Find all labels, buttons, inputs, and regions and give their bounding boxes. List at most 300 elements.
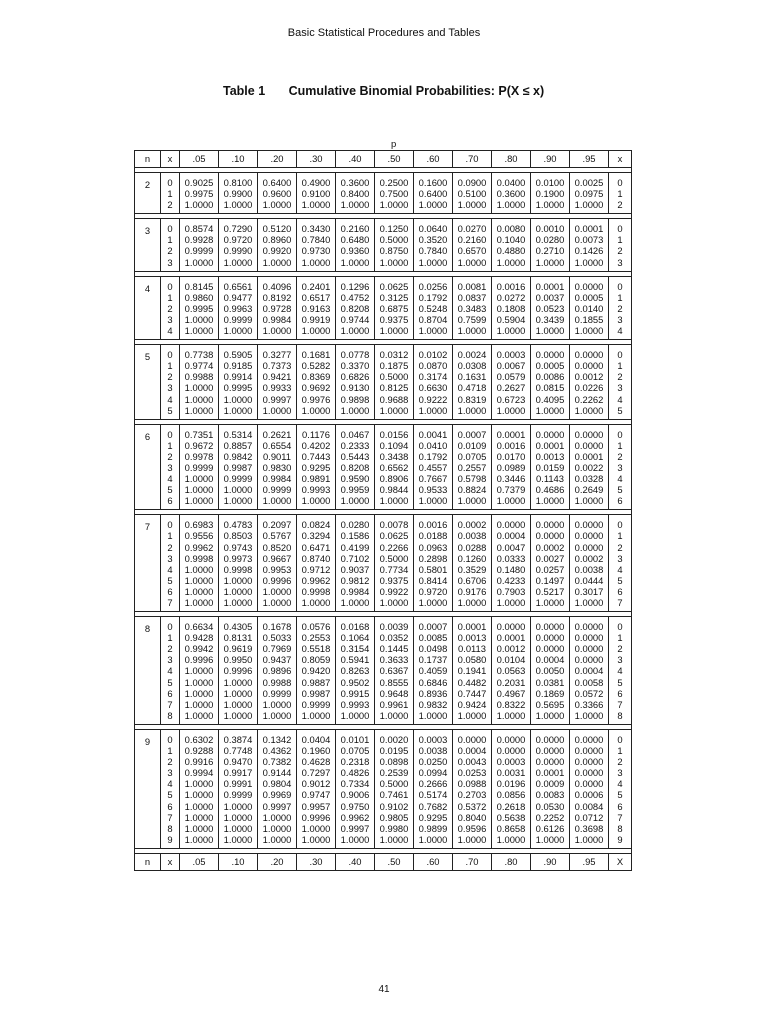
probability-value: 0.2333 bbox=[340, 439, 370, 451]
probability-value: 0.9896 bbox=[262, 665, 292, 677]
probability-value: 0.6562 bbox=[379, 461, 409, 473]
probability-value: 1.0000 bbox=[340, 199, 370, 211]
probability-cell bbox=[570, 219, 609, 271]
probability-cell bbox=[297, 173, 336, 214]
probability-value: 1.0000 bbox=[457, 404, 487, 416]
column-header: n bbox=[135, 853, 161, 870]
column-header: .80 bbox=[492, 853, 531, 870]
probability-cell bbox=[375, 617, 414, 725]
probability-value: 0.9950 bbox=[223, 654, 253, 666]
probability-value: 1.0000 bbox=[184, 473, 214, 485]
probability-value: 0.5904 bbox=[496, 313, 526, 325]
probability-value: 0.3529 bbox=[457, 563, 487, 575]
probability-value: 0.9012 bbox=[301, 778, 331, 790]
probability-value: 0.5372 bbox=[457, 800, 487, 812]
probability-cell bbox=[570, 345, 609, 420]
probability-value: 0.8322 bbox=[496, 698, 526, 710]
probability-value: 0.0000 bbox=[574, 519, 604, 531]
x-value: 6 bbox=[617, 800, 623, 812]
x-value: 0 bbox=[617, 428, 623, 440]
probability-value: 0.0467 bbox=[340, 428, 370, 440]
probability-value: 0.0080 bbox=[496, 223, 526, 235]
probability-value: 1.0000 bbox=[418, 199, 448, 211]
column-header: .05 bbox=[180, 151, 219, 168]
probability-value: 0.4095 bbox=[535, 393, 565, 405]
probability-value: 0.0000 bbox=[574, 756, 604, 768]
probability-value: 0.5100 bbox=[457, 188, 487, 200]
probability-value: 0.9424 bbox=[457, 698, 487, 710]
probability-value: 0.7667 bbox=[418, 473, 448, 485]
x-values-right-cell bbox=[609, 515, 632, 612]
column-header: x bbox=[161, 853, 180, 870]
probability-value: 0.9997 bbox=[340, 822, 370, 834]
probability-value: 1.0000 bbox=[496, 404, 526, 416]
probability-value: 0.2097 bbox=[262, 519, 292, 531]
probability-cell bbox=[336, 345, 375, 420]
x-value: 4 bbox=[167, 563, 173, 575]
column-header: .95 bbox=[570, 853, 609, 870]
column-header: .60 bbox=[414, 853, 453, 870]
probability-cell bbox=[258, 173, 297, 214]
binomial-table bbox=[134, 150, 632, 871]
probability-value: 0.0000 bbox=[535, 530, 565, 542]
probability-cell bbox=[375, 276, 414, 339]
probability-value: 0.4202 bbox=[301, 439, 331, 451]
column-header: .10 bbox=[219, 853, 258, 870]
probability-value: 0.2649 bbox=[574, 484, 604, 496]
probability-value: 0.1094 bbox=[379, 439, 409, 451]
probability-value: 1.0000 bbox=[574, 404, 604, 416]
x-value: 5 bbox=[617, 484, 623, 496]
probability-value: 0.9163 bbox=[301, 302, 331, 314]
x-value: 1 bbox=[167, 439, 173, 451]
probability-cell bbox=[492, 617, 531, 725]
probability-value: 0.9962 bbox=[184, 541, 214, 553]
probability-value: 0.3125 bbox=[379, 291, 409, 303]
probability-value: 0.0073 bbox=[574, 234, 604, 246]
probability-value: 0.9961 bbox=[379, 698, 409, 710]
probability-cell bbox=[219, 729, 258, 848]
x-value: 0 bbox=[617, 733, 623, 745]
probability-value: 0.0004 bbox=[574, 665, 604, 677]
probability-cell bbox=[375, 729, 414, 848]
probability-value: 0.1600 bbox=[418, 177, 448, 188]
probability-cell bbox=[180, 173, 219, 214]
probability-cell bbox=[258, 515, 297, 612]
column-header: .70 bbox=[453, 151, 492, 168]
probability-value: 0.6302 bbox=[184, 733, 214, 745]
probability-value: 0.9100 bbox=[301, 188, 331, 200]
probability-cell bbox=[297, 424, 336, 510]
probability-cell bbox=[219, 173, 258, 214]
probability-value: 0.9747 bbox=[301, 789, 331, 801]
x-value: 8 bbox=[617, 822, 623, 834]
probability-value: 0.9842 bbox=[223, 450, 253, 462]
n-value: 7 bbox=[135, 515, 161, 612]
probability-value: 1.0000 bbox=[301, 822, 331, 834]
probability-value: 0.3294 bbox=[301, 530, 331, 542]
probability-value: 0.8145 bbox=[184, 280, 214, 292]
probability-cell bbox=[453, 617, 492, 725]
probability-value: 0.0333 bbox=[496, 552, 526, 564]
probability-value: 0.9728 bbox=[262, 302, 292, 314]
probability-value: 0.0000 bbox=[574, 767, 604, 779]
probability-value: 0.0002 bbox=[535, 541, 565, 553]
probability-value: 0.5801 bbox=[418, 563, 448, 575]
x-value: 0 bbox=[167, 349, 173, 361]
probability-value: 0.0001 bbox=[496, 632, 526, 644]
probability-value: 0.7461 bbox=[379, 789, 409, 801]
probability-value: 0.0705 bbox=[457, 450, 487, 462]
x-value: 5 bbox=[167, 404, 173, 416]
probability-value: 1.0000 bbox=[262, 404, 292, 416]
probability-value: 0.0272 bbox=[496, 291, 526, 303]
probability-value: 1.0000 bbox=[262, 325, 292, 337]
x-value: 0 bbox=[617, 621, 623, 633]
probability-value: 0.1681 bbox=[301, 349, 331, 361]
probability-value: 0.6400 bbox=[418, 188, 448, 200]
column-header: x bbox=[161, 151, 180, 168]
probability-value: 1.0000 bbox=[496, 199, 526, 211]
probability-value: 0.9997 bbox=[262, 393, 292, 405]
probability-value: 1.0000 bbox=[184, 574, 214, 586]
probability-value: 0.0100 bbox=[535, 177, 565, 188]
x-value: 4 bbox=[617, 665, 623, 677]
x-value: 2 bbox=[167, 643, 173, 655]
probability-value: 0.9672 bbox=[184, 439, 214, 451]
probability-value: 0.9990 bbox=[223, 245, 253, 257]
probability-value: 0.0012 bbox=[496, 643, 526, 655]
x-value: 6 bbox=[167, 495, 173, 507]
probability-value: 0.0037 bbox=[535, 291, 565, 303]
probability-value: 0.0078 bbox=[379, 519, 409, 531]
probability-value: 1.0000 bbox=[262, 256, 292, 268]
probability-value: 1.0000 bbox=[223, 687, 253, 699]
probability-value: 0.0625 bbox=[379, 280, 409, 292]
probability-cell bbox=[336, 617, 375, 725]
probability-value: 0.9804 bbox=[262, 778, 292, 790]
probability-cell bbox=[570, 424, 609, 510]
probability-value: 0.0280 bbox=[535, 234, 565, 246]
probability-value: 0.4880 bbox=[496, 245, 526, 257]
probability-cell bbox=[414, 219, 453, 271]
probability-value: 0.9978 bbox=[184, 450, 214, 462]
probability-value: 1.0000 bbox=[418, 256, 448, 268]
probability-value: 0.7102 bbox=[340, 552, 370, 564]
x-value: 4 bbox=[617, 563, 623, 575]
x-value: 8 bbox=[167, 822, 173, 834]
probability-value: 0.6630 bbox=[418, 382, 448, 394]
probability-value: 0.7840 bbox=[301, 234, 331, 246]
probability-cell bbox=[453, 515, 492, 612]
x-value: 9 bbox=[167, 833, 173, 845]
x-value: 7 bbox=[617, 811, 623, 823]
probability-cell bbox=[219, 617, 258, 725]
header-row-top bbox=[135, 151, 632, 168]
probability-value: 0.8960 bbox=[262, 234, 292, 246]
probability-value: 0.9953 bbox=[262, 563, 292, 575]
probability-value: 1.0000 bbox=[223, 585, 253, 597]
column-header: .30 bbox=[297, 151, 336, 168]
column-header: .80 bbox=[492, 151, 531, 168]
column-header: .40 bbox=[336, 853, 375, 870]
probability-value: 0.9185 bbox=[223, 360, 253, 372]
probability-value: 1.0000 bbox=[535, 325, 565, 337]
probability-value: 0.2618 bbox=[496, 800, 526, 812]
probability-value: 0.6517 bbox=[301, 291, 331, 303]
probability-value: 1.0000 bbox=[340, 495, 370, 507]
probability-value: 0.2500 bbox=[379, 177, 409, 188]
x-values-right-cell bbox=[609, 345, 632, 420]
x-value: 0 bbox=[617, 349, 623, 361]
x-value: 6 bbox=[167, 585, 173, 597]
probability-value: 0.0005 bbox=[535, 360, 565, 372]
probability-value: 0.5941 bbox=[340, 654, 370, 666]
probability-value: 0.9648 bbox=[379, 687, 409, 699]
probability-value: 0.4362 bbox=[262, 745, 292, 757]
x-value: 5 bbox=[617, 574, 623, 586]
probability-cell bbox=[219, 276, 258, 339]
probability-value: 0.0016 bbox=[496, 439, 526, 451]
probability-cell bbox=[531, 515, 570, 612]
probability-value: 0.8574 bbox=[184, 223, 214, 235]
probability-value: 0.9295 bbox=[301, 461, 331, 473]
probability-value: 0.0086 bbox=[535, 371, 565, 383]
probability-value: 1.0000 bbox=[262, 495, 292, 507]
probability-value: 1.0000 bbox=[574, 256, 604, 268]
probability-value: 0.1960 bbox=[301, 745, 331, 757]
probability-cell bbox=[453, 276, 492, 339]
probability-cell bbox=[219, 219, 258, 271]
probability-cell bbox=[531, 617, 570, 725]
probability-value: 0.5217 bbox=[535, 585, 565, 597]
probability-value: 1.0000 bbox=[574, 597, 604, 608]
probability-value: 0.3698 bbox=[574, 822, 604, 834]
probability-value: 1.0000 bbox=[223, 597, 253, 608]
probability-value: 0.1445 bbox=[379, 643, 409, 655]
probability-value: 0.2031 bbox=[496, 676, 526, 688]
probability-cell bbox=[297, 345, 336, 420]
n-group-row bbox=[135, 515, 632, 612]
probability-value: 1.0000 bbox=[301, 325, 331, 337]
probability-value: 1.0000 bbox=[184, 256, 214, 268]
x-values-right-cell bbox=[609, 173, 632, 214]
probability-value: 0.9596 bbox=[457, 822, 487, 834]
probability-value: 0.9994 bbox=[184, 767, 214, 779]
probability-value: 0.7290 bbox=[223, 223, 253, 235]
probability-value: 0.7840 bbox=[418, 245, 448, 257]
probability-value: 0.9470 bbox=[223, 756, 253, 768]
probability-value: 1.0000 bbox=[223, 698, 253, 710]
table-caption: Cumulative Binomial Probabilities: P(X ≤ x) bbox=[288, 84, 545, 98]
probability-cell bbox=[414, 729, 453, 848]
probability-value: 1.0000 bbox=[223, 822, 253, 834]
probability-cell bbox=[414, 276, 453, 339]
probability-value: 0.0257 bbox=[535, 563, 565, 575]
probability-value: 0.9011 bbox=[263, 450, 291, 462]
probability-value: 0.7969 bbox=[262, 643, 292, 655]
probability-value: 0.8857 bbox=[223, 439, 253, 451]
probability-value: 0.6554 bbox=[262, 439, 292, 451]
probability-cell bbox=[375, 219, 414, 271]
probability-value: 0.9006 bbox=[340, 789, 370, 801]
probability-value: 0.3633 bbox=[379, 654, 409, 666]
probability-value: 0.3017 bbox=[574, 585, 604, 597]
probability-value: 0.0000 bbox=[574, 428, 604, 440]
probability-value: 0.0975 bbox=[574, 188, 604, 200]
probability-value: 0.9720 bbox=[418, 585, 448, 597]
probability-cell bbox=[492, 515, 531, 612]
probability-value: 0.8750 bbox=[379, 245, 409, 257]
probability-value: 0.5695 bbox=[535, 698, 565, 710]
x-value: 4 bbox=[617, 325, 623, 337]
probability-value: 0.0625 bbox=[379, 530, 409, 542]
probability-value: 0.7297 bbox=[301, 767, 331, 779]
probability-value: 1.0000 bbox=[223, 709, 253, 721]
probability-value: 0.9898 bbox=[340, 393, 370, 405]
probability-value: 0.0038 bbox=[457, 530, 487, 542]
probability-value: 0.9692 bbox=[301, 382, 331, 394]
probability-value: 1.0000 bbox=[496, 495, 526, 507]
probability-value: 0.8192 bbox=[262, 291, 292, 303]
probability-value: 0.0870 bbox=[418, 360, 448, 372]
probability-value: 0.0000 bbox=[496, 733, 526, 745]
probability-value: 0.7682 bbox=[418, 800, 448, 812]
probability-value: 0.9037 bbox=[340, 563, 370, 575]
x-values-cell bbox=[161, 617, 180, 725]
probability-value: 0.4233 bbox=[496, 574, 526, 586]
probability-value: 1.0000 bbox=[223, 495, 253, 507]
x-value: 0 bbox=[617, 280, 623, 292]
probability-value: 0.0000 bbox=[535, 428, 565, 440]
x-value: 3 bbox=[167, 313, 173, 325]
probability-cell bbox=[336, 515, 375, 612]
p-axis-label: p bbox=[391, 139, 397, 150]
probability-value: 0.9360 bbox=[340, 245, 370, 257]
probability-value: 0.4557 bbox=[418, 461, 448, 473]
probability-value: 0.0856 bbox=[496, 789, 526, 801]
probability-value: 0.0280 bbox=[340, 519, 370, 531]
column-header: X bbox=[609, 853, 632, 870]
probability-value: 0.0250 bbox=[418, 756, 448, 768]
probability-value: 0.0898 bbox=[379, 756, 409, 768]
probability-value: 0.0352 bbox=[379, 632, 409, 644]
probability-value: 0.1497 bbox=[535, 574, 565, 586]
probability-value: 0.0010 bbox=[535, 223, 565, 235]
probability-value: 1.0000 bbox=[574, 199, 604, 211]
probability-value: 0.4096 bbox=[262, 280, 292, 292]
probability-cell bbox=[258, 219, 297, 271]
probability-value: 0.0410 bbox=[418, 439, 448, 451]
probability-value: 1.0000 bbox=[223, 833, 253, 845]
probability-value: 0.9900 bbox=[223, 188, 253, 200]
probability-value: 1.0000 bbox=[184, 484, 214, 496]
x-value: 2 bbox=[617, 302, 623, 314]
probability-value: 0.0000 bbox=[535, 745, 565, 757]
probability-value: 0.7379 bbox=[496, 484, 526, 496]
probability-value: 0.7447 bbox=[457, 687, 487, 699]
probability-value: 0.3430 bbox=[301, 223, 331, 235]
x-value: 3 bbox=[167, 256, 173, 268]
probability-value: 0.0000 bbox=[574, 745, 604, 757]
probability-cell bbox=[414, 515, 453, 612]
probability-value: 1.0000 bbox=[301, 597, 331, 608]
x-value: 7 bbox=[167, 698, 173, 710]
x-value: 0 bbox=[617, 177, 623, 188]
probability-value: 0.3483 bbox=[457, 302, 487, 314]
probability-value: 0.0381 bbox=[535, 676, 565, 688]
n-group-row bbox=[135, 276, 632, 339]
n-group-row bbox=[135, 173, 632, 214]
probability-value: 0.9998 bbox=[223, 563, 253, 575]
x-value: 2 bbox=[617, 541, 623, 553]
probability-value: 0.8208 bbox=[340, 461, 370, 473]
probability-value: 0.2252 bbox=[535, 811, 565, 823]
probability-value: 0.8658 bbox=[496, 822, 526, 834]
probability-cell bbox=[492, 424, 531, 510]
probability-value: 0.9667 bbox=[262, 552, 292, 564]
n-group-row bbox=[135, 424, 632, 510]
probability-value: 0.8059 bbox=[301, 654, 331, 666]
probability-value: 0.0003 bbox=[418, 733, 448, 745]
probability-value: 0.2160 bbox=[340, 223, 370, 235]
probability-value: 0.1426 bbox=[574, 245, 604, 257]
x-value: 3 bbox=[617, 552, 623, 564]
x-value: 2 bbox=[617, 245, 623, 257]
probability-value: 0.9984 bbox=[340, 585, 370, 597]
probability-value: 0.9987 bbox=[223, 461, 253, 473]
probability-value: 0.9533 bbox=[418, 484, 448, 496]
x-value: 7 bbox=[167, 597, 173, 608]
x-value: 0 bbox=[167, 428, 173, 440]
probability-value: 0.9295 bbox=[418, 811, 448, 823]
x-values-cell bbox=[161, 345, 180, 420]
probability-value: 0.8100 bbox=[223, 177, 253, 188]
probability-value: 0.9421 bbox=[262, 371, 292, 383]
probability-value: 0.4059 bbox=[418, 665, 448, 677]
x-value: 7 bbox=[167, 811, 173, 823]
probability-value: 0.9995 bbox=[223, 382, 253, 394]
probability-cell bbox=[219, 424, 258, 510]
x-value: 1 bbox=[167, 360, 173, 372]
probability-value: 0.3439 bbox=[535, 313, 565, 325]
probability-value: 1.0000 bbox=[496, 256, 526, 268]
probability-value: 1.0000 bbox=[262, 698, 292, 710]
probability-cell bbox=[492, 345, 531, 420]
probability-value: 0.0815 bbox=[535, 382, 565, 394]
probability-value: 0.6846 bbox=[418, 676, 448, 688]
probability-value: 0.1040 bbox=[496, 234, 526, 246]
probability-value: 1.0000 bbox=[301, 709, 331, 721]
probability-value: 0.3438 bbox=[379, 450, 409, 462]
probability-value: 1.0000 bbox=[418, 404, 448, 416]
probability-value: 0.9915 bbox=[340, 687, 370, 699]
probability-value: 0.4199 bbox=[340, 541, 370, 553]
probability-value: 0.0000 bbox=[574, 733, 604, 745]
x-value: 0 bbox=[167, 621, 173, 633]
probability-value: 0.0067 bbox=[496, 360, 526, 372]
probability-value: 0.9993 bbox=[301, 484, 331, 496]
probability-cell bbox=[180, 617, 219, 725]
probability-value: 1.0000 bbox=[262, 833, 292, 845]
probability-value: 1.0000 bbox=[184, 313, 214, 325]
probability-value: 1.0000 bbox=[457, 256, 487, 268]
probability-cell bbox=[258, 345, 297, 420]
probability-cell bbox=[531, 424, 570, 510]
probability-value: 1.0000 bbox=[535, 199, 565, 211]
probability-cell bbox=[531, 345, 570, 420]
probability-cell bbox=[570, 729, 609, 848]
